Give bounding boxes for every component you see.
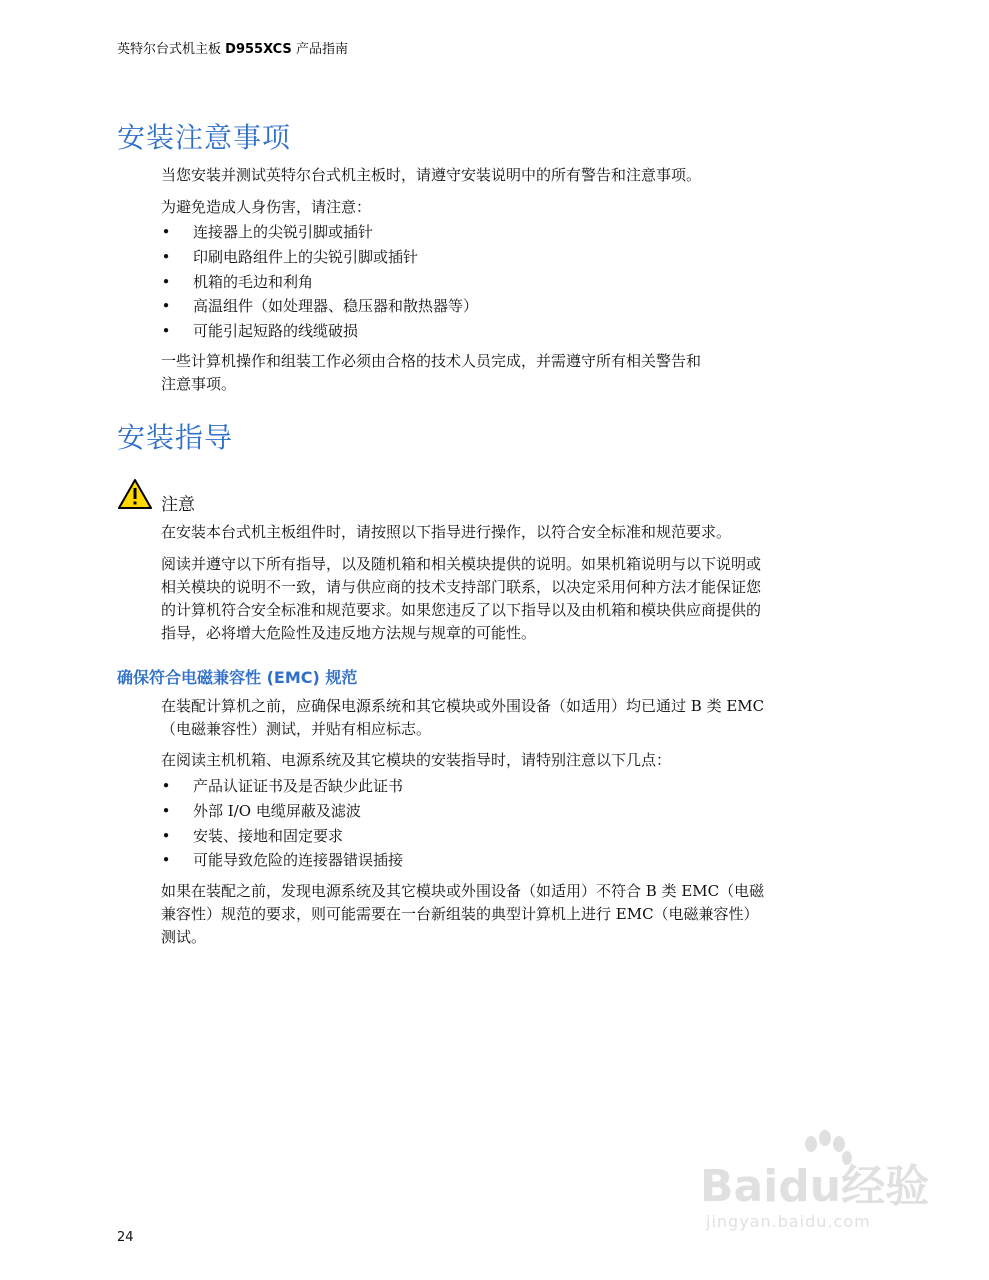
section3-closing-line2: 兼容性）规范的要求，则可能需要在一台新组装的典型计算机上进行 EMC（电磁兼容性） — [161, 905, 759, 923]
section1-closing-line2: 注意事项。 — [161, 375, 237, 393]
section2-para2-line2: 相关模块的说明不一致，请与供应商的技术支持部门联系，以决定采用何种方法才能保证您 — [161, 578, 762, 596]
section2-para2-line3: 的计算机符合安全标准和规范要求。如果您违反了以下指导以及由机箱和模块供应商提供的 — [161, 601, 762, 619]
header-model: D955XCS — [225, 42, 292, 57]
warning-triangle-icon — [117, 478, 153, 510]
bullet-icon: • — [161, 827, 171, 845]
section3-para1-line2: （电磁兼容性）测试，并贴有相应标志。 — [161, 720, 432, 738]
section-title-install-guidance: 安装指导 — [117, 421, 234, 454]
running-header — [117, 38, 348, 57]
section3-para1-line1: 在装配计算机之前，应确保电源系统和其它模块或外围设备（如适用）均已通过 B 类 EMC — [161, 697, 765, 715]
section2-para2-line4: 指导，必将增大危险性及违反地方法规与规章的可能性。 — [161, 624, 537, 642]
header-title-prefix: 英特尔台式机主板 — [117, 42, 222, 57]
caution-label: 注意 — [161, 495, 195, 515]
section3-closing-line3: 测试。 — [161, 928, 207, 946]
bullet-icon: • — [161, 322, 171, 340]
watermark-url: jingyan.baidu.com — [706, 1212, 871, 1231]
bullet-icon: • — [161, 802, 171, 820]
bullet-icon: • — [161, 777, 171, 795]
section1-intro: 当您安装并测试英特尔台式机主板时，请遵守安装说明中的所有警告和注意事项。 — [161, 166, 702, 184]
section3-closing-line1: 如果在装配之前，发现电源系统及其它模块或外围设备（如适用）不符合 B 类 EMC（电磁 — [161, 882, 765, 900]
watermark-brand: Baidu经验 — [700, 1161, 930, 1212]
section3-lead: 在阅读主机机箱、电源系统及其它模块的安装指导时，请特别注意以下几点： — [161, 751, 672, 769]
header-title-suffix: 产品指南 — [295, 42, 348, 57]
subsection-title-emc: 确保符合电磁兼容性 (EMC) 规范 — [117, 668, 358, 687]
bullet-icon: • — [161, 223, 171, 241]
section1-closing-line1: 一些计算机操作和组装工作必须由合格的技术人员完成，并需遵守所有相关警告和 — [161, 352, 702, 370]
bullet-icon: • — [161, 248, 171, 266]
watermark — [700, 1130, 940, 1245]
bullet-icon: • — [161, 851, 171, 869]
section-title-install-precautions: 安装注意事项 — [117, 121, 292, 154]
bullet-icon: • — [161, 297, 171, 315]
section2-para2-line1: 阅读并遵守以下所有指导，以及随机箱和相关模块提供的说明。如果机箱说明与以下说明或 — [161, 555, 762, 573]
section2-para1: 在安装本台式机主板组件时，请按照以下指导进行操作，以符合安全标准和规范要求。 — [161, 523, 732, 541]
page-number: 24 — [117, 1230, 134, 1245]
section1-lead: 为避免造成人身伤害，请注意： — [161, 198, 372, 216]
bullet-icon: • — [161, 273, 171, 291]
